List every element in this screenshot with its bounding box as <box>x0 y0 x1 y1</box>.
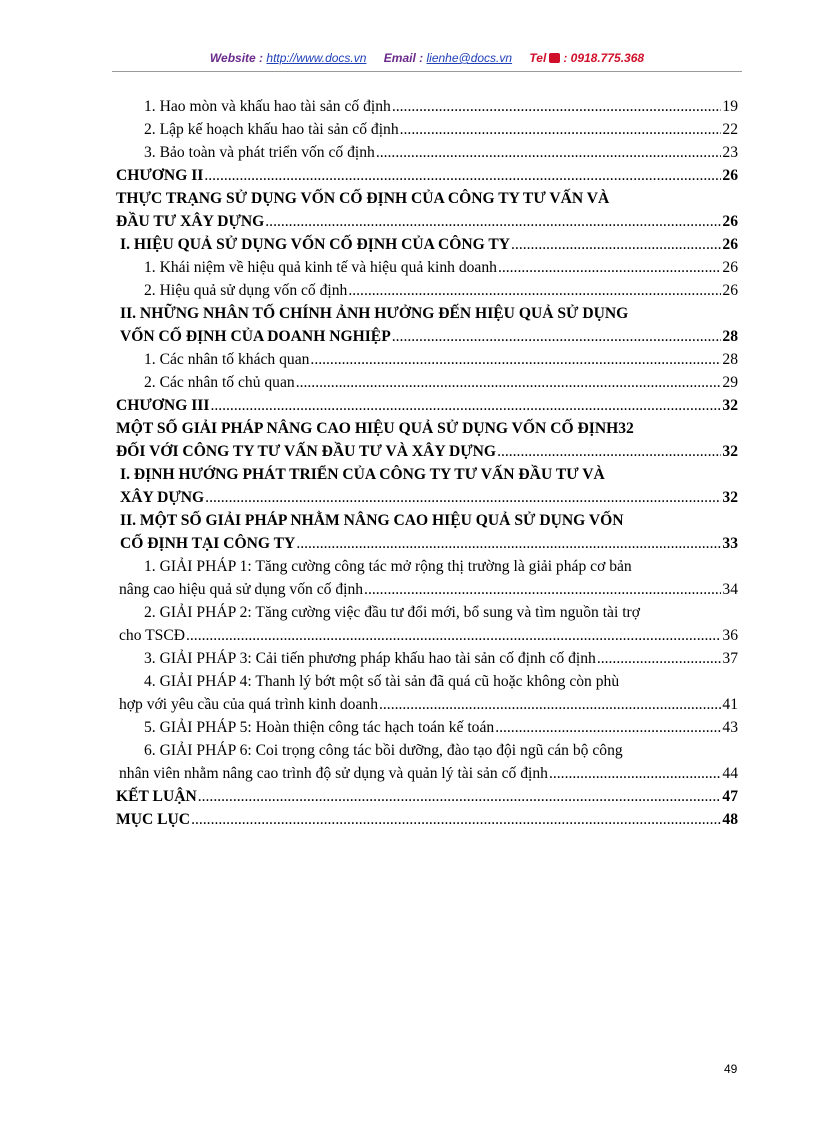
toc-entry[interactable] <box>112 233 738 256</box>
toc-entry[interactable] <box>112 164 738 187</box>
toc-entry-text-line1: II. NHỮNG NHÂN TỐ CHÍNH ẢNH HƯỞNG ĐẾN HIỆU QUẢ SỬ DỤNG <box>120 305 629 322</box>
toc-page-number: 33 <box>722 535 738 552</box>
toc-entry[interactable] <box>112 348 738 371</box>
toc-entry-text: cho TSCĐ <box>119 627 185 644</box>
toc-page-number: 26 <box>722 213 738 230</box>
table-of-contents <box>112 95 738 831</box>
dot-leader <box>597 647 722 670</box>
toc-entry-text-line1: THỰC TRẠNG SỬ DỤNG VỐN CỐ ĐỊNH CỦA CÔNG TY TƯ VẤN VÀ <box>116 190 610 207</box>
toc-entry-text-line1: II. MỘT SỐ GIẢI PHÁP NHẰM NÂNG CAO HIỆU QUẢ SỬ DỤNG VỐN <box>120 512 624 529</box>
toc-entry[interactable] <box>112 187 738 233</box>
dot-leader <box>495 716 721 739</box>
dot-leader <box>400 118 722 141</box>
toc-page-number: 26 <box>722 282 738 299</box>
toc-entry-text-line1: 1. GIẢI PHÁP 1: Tăng cường công tác mở rộng thị trường là giải pháp cơ bản <box>144 558 632 575</box>
website-link[interactable]: http://www.docs.vn <box>266 51 367 65</box>
toc-page-number: 22 <box>722 121 738 138</box>
dot-leader <box>198 785 722 808</box>
toc-entry-text: 3. GIẢI PHÁP 3: Cải tiến phương pháp khấu hao tài sản cố định cố định <box>144 650 596 667</box>
toc-entry[interactable] <box>112 256 738 279</box>
dot-leader <box>265 210 721 233</box>
dot-leader <box>392 325 722 348</box>
toc-entry-text: ĐẦU TƯ XÂY DỰNG <box>116 213 265 230</box>
toc-entry-text: 2. Các nhân tố chủ quan <box>144 374 295 391</box>
toc-entry[interactable] <box>112 601 738 647</box>
dot-leader <box>186 624 721 647</box>
dot-leader <box>210 394 721 417</box>
toc-entry-text: 5. GIẢI PHÁP 5: Hoàn thiện công tác hạch toán kế toán <box>144 719 495 736</box>
dot-leader <box>549 762 721 785</box>
page-header <box>112 51 742 71</box>
toc-entry-text: I. HIỆU QUẢ SỬ DỤNG VỐN CỐ ĐỊNH CỦA CÔNG TY <box>120 236 511 253</box>
toc-entry[interactable] <box>112 647 738 670</box>
toc-entry-text-line1: 4. GIẢI PHÁP 4: Thanh lý bớt một số tài sản đã quá cũ hoặc không còn phù <box>144 673 620 690</box>
toc-entry-text: XÂY DỰNG <box>120 489 205 506</box>
toc-page-number: 28 <box>722 351 738 368</box>
toc-entry[interactable] <box>112 716 738 739</box>
toc-entry[interactable] <box>112 808 738 831</box>
toc-page-number: 41 <box>722 696 738 713</box>
toc-entry-text: CHƯƠNG III <box>116 397 210 414</box>
toc-page-number: 29 <box>722 374 738 391</box>
toc-entry[interactable] <box>112 509 738 555</box>
toc-entry[interactable] <box>112 279 738 302</box>
toc-page-number: 19 <box>722 98 738 115</box>
toc-page-number: 32 <box>722 443 738 460</box>
toc-entry[interactable] <box>112 417 738 463</box>
toc-page-number: 34 <box>722 581 738 598</box>
dot-leader <box>497 440 721 463</box>
dot-leader <box>392 95 722 118</box>
dot-leader <box>348 279 721 302</box>
tel-label: Tel <box>529 51 547 65</box>
toc-entry-text: VỐN CỐ ĐỊNH CỦA DOANH NGHIỆP <box>120 328 391 345</box>
toc-entry-text: MỤC LỤC <box>116 811 191 828</box>
toc-page-number: 32 <box>722 489 738 506</box>
toc-entry-text: 2. Hiệu quả sử dụng vốn cố định <box>144 282 348 299</box>
toc-entry[interactable] <box>112 463 738 509</box>
page-number: 49 <box>724 1062 738 1076</box>
toc-page-number: 26 <box>722 236 738 253</box>
dot-leader <box>296 532 721 555</box>
dot-leader <box>191 808 721 831</box>
toc-entry-text: 1. Khái niệm về hiệu quả kinh tế và hiệu quả kinh doanh <box>144 259 497 276</box>
tel-number: : 0918.775.368 <box>563 51 645 65</box>
toc-page-number: 26 <box>722 167 738 184</box>
toc-entry[interactable] <box>112 118 738 141</box>
toc-entry[interactable] <box>112 394 738 417</box>
phone-icon <box>549 53 560 63</box>
toc-entry[interactable] <box>112 95 738 118</box>
toc-entry-text-line1: I. ĐỊNH HƯỚNG PHÁT TRIỂN CỦA CÔNG TY TƯ VẤN ĐẦU TƯ VÀ <box>120 466 605 483</box>
toc-entry-text: 2. Lập kế hoạch khấu hao tài sản cố định <box>144 121 399 138</box>
toc-entry-text: 3. Bảo toàn và phát triển vốn cố định <box>144 144 375 161</box>
email-label: Email : <box>383 51 424 65</box>
dot-leader <box>204 164 721 187</box>
toc-entry[interactable] <box>112 302 738 348</box>
toc-entry-text: CỐ ĐỊNH TẠI CÔNG TY <box>120 535 296 552</box>
toc-entry-text: nhân viên nhằm nâng cao trình độ sử dụng và quản lý tài sản cố định <box>119 765 548 782</box>
toc-page-number: 28 <box>722 328 738 345</box>
dot-leader <box>296 371 722 394</box>
toc-entry-text: 1. Hao mòn và khấu hao tài sản cố định <box>144 98 391 115</box>
toc-entry[interactable] <box>112 555 738 601</box>
website-label: Website : <box>209 51 264 65</box>
toc-page-number: 32 <box>722 397 738 414</box>
toc-entry[interactable] <box>112 739 738 785</box>
toc-entry-text: KẾT LUẬN <box>116 788 197 805</box>
toc-entry-text-line1: MỘT SỐ GIẢI PHÁP NÂNG CAO HIỆU QUẢ SỬ DỤNG VỐN CỐ ĐỊNH32 <box>116 420 634 437</box>
toc-page-number: 44 <box>722 765 738 782</box>
dot-leader <box>379 693 721 716</box>
header-divider <box>112 71 742 72</box>
toc-page-number: 23 <box>722 144 738 161</box>
dot-leader <box>376 141 722 164</box>
dot-leader <box>205 486 721 509</box>
toc-page-number: 43 <box>722 719 738 736</box>
dot-leader <box>310 348 721 371</box>
toc-entry[interactable] <box>112 371 738 394</box>
toc-entry-text: ĐỐI VỚI CÔNG TY TƯ VẤN ĐẦU TƯ VÀ XÂY DỰNG <box>116 443 497 460</box>
toc-entry[interactable] <box>112 670 738 716</box>
dot-leader <box>498 256 721 279</box>
dot-leader <box>511 233 721 256</box>
toc-entry-text: nâng cao hiệu quả sử dụng vốn cố định <box>119 581 364 598</box>
toc-page-number: 26 <box>722 259 738 276</box>
toc-entry-text-line1: 6. GIẢI PHÁP 6: Coi trọng công tác bồi dưỡng, đào tạo đội ngũ cán bộ công <box>144 742 623 759</box>
toc-page-number: 48 <box>722 811 738 828</box>
toc-entry-text: hợp với yêu cầu của quá trình kinh doanh <box>119 696 378 713</box>
toc-entry[interactable] <box>112 785 738 808</box>
email-link[interactable]: lienhe@docs.vn <box>426 51 513 65</box>
toc-page-number: 37 <box>722 650 738 667</box>
toc-entry-text: 1. Các nhân tố khách quan <box>144 351 310 368</box>
toc-entry-text-line1: 2. GIẢI PHÁP 2: Tăng cường việc đầu tư đổi mới, bổ sung và tìm nguồn tài trợ <box>144 604 640 621</box>
toc-page-number: 36 <box>722 627 738 644</box>
toc-entry-text: CHƯƠNG II <box>116 167 204 184</box>
dot-leader <box>364 578 721 601</box>
toc-entry[interactable] <box>112 141 738 164</box>
toc-page-number: 47 <box>722 788 738 805</box>
